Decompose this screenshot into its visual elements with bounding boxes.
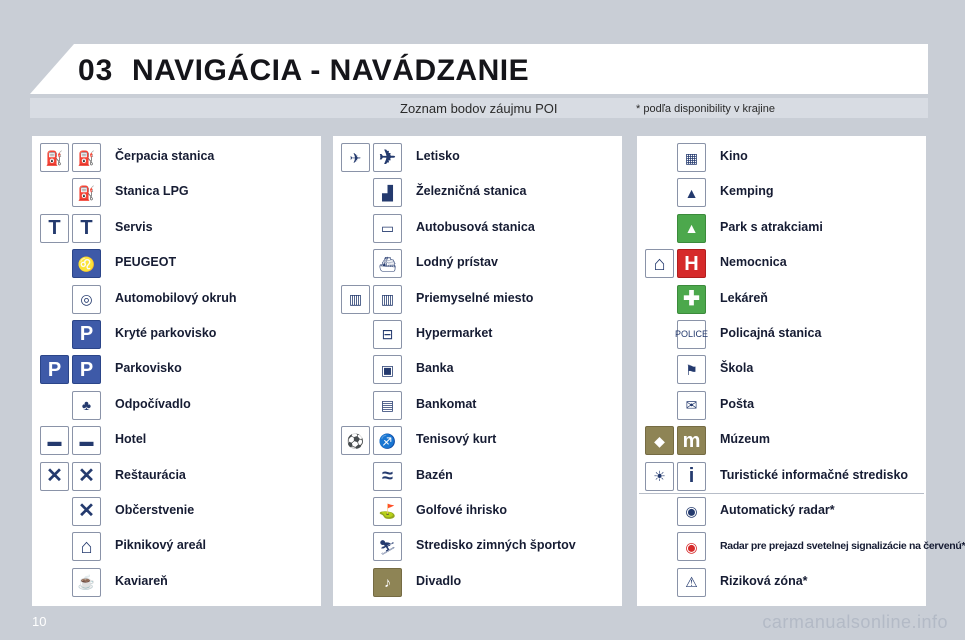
poi-item bbox=[32, 459, 321, 494]
poi-column-2 bbox=[333, 136, 622, 606]
poi-item bbox=[637, 175, 926, 210]
tent-icon: ▲ bbox=[677, 178, 706, 207]
poi-label: Nemocnica bbox=[720, 255, 787, 270]
museum-diamond-icon: ◆ bbox=[645, 426, 674, 455]
poi-label: Lodný prístav bbox=[416, 255, 498, 270]
film-icon: ▦ bbox=[677, 143, 706, 172]
amusement-park-icon: ▲ bbox=[677, 214, 706, 243]
envelope-icon: ✉ bbox=[677, 391, 706, 420]
section-subtitle: Zoznam bodov záujmu POI bbox=[400, 101, 558, 116]
poi-label: Stanica LPG bbox=[115, 184, 189, 199]
poi-item bbox=[32, 211, 321, 246]
poi-item bbox=[32, 565, 321, 600]
wrench-icon: T bbox=[72, 214, 101, 243]
poi-label: Servis bbox=[115, 219, 153, 234]
race-track-icon: ◎ bbox=[72, 285, 101, 314]
info-beam-icon: ☀ bbox=[645, 462, 674, 491]
speed-camera-icon: ◉ bbox=[677, 497, 706, 526]
poi-item bbox=[637, 494, 926, 529]
poi-label: Hotel bbox=[115, 432, 147, 447]
fork-knife-icon: ✕ bbox=[72, 462, 101, 491]
poi-label: Kaviareň bbox=[115, 573, 168, 588]
poi-label: Bankomat bbox=[416, 396, 477, 411]
picnic-icon: ⌂ bbox=[72, 532, 101, 561]
swimmer-icon: ≈ bbox=[373, 462, 402, 491]
fuel-pump-icon: ⛽ bbox=[72, 143, 101, 172]
ship-icon: ⛴ bbox=[373, 249, 402, 278]
poi-label: Policajná stanica bbox=[720, 325, 822, 340]
poi-item bbox=[32, 175, 321, 210]
poi-label: Stredisko zimných športov bbox=[416, 538, 576, 553]
airplane-icon: ✈ bbox=[373, 143, 402, 172]
peugeot-lion-icon: ♌ bbox=[72, 249, 101, 278]
poi-item bbox=[333, 211, 622, 246]
poi-label: Múzeum bbox=[720, 432, 770, 447]
poi-item bbox=[637, 211, 926, 246]
rest-area-icon: ♣ bbox=[72, 391, 101, 420]
atm-icon: ▤ bbox=[373, 391, 402, 420]
museum-icon: m bbox=[677, 426, 706, 455]
poi-label: Reštaurácia bbox=[115, 467, 186, 482]
chapter-number: 03 bbox=[78, 54, 114, 87]
poi-item bbox=[637, 565, 926, 600]
wrench-icon: T bbox=[40, 214, 69, 243]
building-icon: ⌂ bbox=[645, 249, 674, 278]
section-divider bbox=[639, 493, 924, 494]
poi-item bbox=[32, 140, 321, 175]
poi-label: Automatický radar* bbox=[720, 502, 835, 517]
poi-item bbox=[32, 282, 321, 317]
poi-item bbox=[32, 317, 321, 352]
poi-label: Letisko bbox=[416, 149, 460, 163]
fork-knife-icon: ✕ bbox=[40, 462, 69, 491]
poi-label: Občerstvenie bbox=[115, 502, 195, 517]
poi-label: Odpočívadlo bbox=[115, 396, 191, 411]
poi-item bbox=[333, 317, 622, 352]
poi-item bbox=[637, 246, 926, 281]
poi-label: Lekáreň bbox=[720, 290, 768, 305]
poi-label: Čerpacia stanica bbox=[115, 149, 215, 163]
poi-item bbox=[333, 140, 622, 175]
poi-column-3 bbox=[637, 136, 965, 606]
poi-item bbox=[637, 317, 926, 352]
poi-item bbox=[333, 246, 622, 281]
parking-icon: P bbox=[72, 355, 101, 384]
poi-label: Park s atrakciami bbox=[720, 219, 823, 234]
bank-icon: ▣ bbox=[373, 355, 402, 384]
poi-label: PEUGEOT bbox=[115, 255, 177, 270]
poi-item bbox=[32, 529, 321, 564]
poi-label: Tenisový kurt bbox=[416, 432, 497, 447]
tennis-icon: ♐ bbox=[373, 426, 402, 455]
poi-item bbox=[333, 282, 622, 317]
poi-label: Golfové ihrisko bbox=[416, 502, 507, 517]
fuel-pump-icon: ⛽ bbox=[40, 143, 69, 172]
poi-item bbox=[637, 459, 926, 494]
poi-label: Automobilový okruh bbox=[115, 290, 237, 305]
poi-label: Kemping bbox=[720, 184, 774, 199]
poi-label: Hypermarket bbox=[416, 325, 493, 340]
poi-label: Divadlo bbox=[416, 573, 462, 588]
poi-label: Pošta bbox=[720, 396, 755, 411]
poi-item bbox=[637, 423, 926, 458]
sport-icon: ⚽ bbox=[341, 426, 370, 455]
poi-item bbox=[32, 246, 321, 281]
poi-item bbox=[32, 352, 321, 387]
poi-item bbox=[333, 175, 622, 210]
school-icon: ⚑ bbox=[677, 355, 706, 384]
poi-label: Banka bbox=[416, 361, 454, 376]
parking-icon: P bbox=[40, 355, 69, 384]
airport-signs-icon: ✈ bbox=[341, 143, 370, 172]
industrial-icon: ▥ bbox=[373, 285, 402, 314]
police-icon: POLICE bbox=[677, 320, 706, 349]
poi-column-1 bbox=[32, 136, 321, 606]
poi-item bbox=[333, 459, 622, 494]
page-title: NAVIGÁCIA - NAVÁDZANIE bbox=[132, 54, 530, 87]
pharmacy-cross-icon: ✚ bbox=[677, 285, 706, 314]
poi-label: Železničná stanica bbox=[416, 184, 527, 199]
poi-label: Kino bbox=[720, 149, 748, 163]
snack-bar-icon: ✕ bbox=[72, 497, 101, 526]
hospital-icon: H bbox=[677, 249, 706, 278]
poi-item bbox=[637, 388, 926, 423]
poi-item bbox=[32, 423, 321, 458]
availability-note: * podľa disponibility v krajine bbox=[636, 103, 775, 115]
bed-icon: ▬ bbox=[72, 426, 101, 455]
lpg-pump-icon: ⛽ bbox=[72, 178, 101, 207]
poi-item bbox=[333, 352, 622, 387]
poi-item bbox=[333, 388, 622, 423]
covered-parking-icon: P bbox=[72, 320, 101, 349]
poi-item bbox=[32, 494, 321, 529]
poi-label: Autobusová stanica bbox=[416, 219, 535, 234]
poi-label: Kryté parkovisko bbox=[115, 325, 217, 340]
warning-triangle-icon: ⚠ bbox=[677, 568, 706, 597]
poi-item bbox=[32, 388, 321, 423]
poi-item bbox=[637, 140, 926, 175]
poi-item bbox=[637, 282, 926, 317]
poi-label: Radar pre prejazd svetelnej signalizácie na červenú* bbox=[720, 540, 965, 553]
theater-icon: ♪ bbox=[373, 568, 402, 597]
poi-label: Bazén bbox=[416, 467, 453, 482]
poi-label: Turistické informačné stredisko bbox=[720, 467, 909, 482]
industrial-icon: ▥ bbox=[341, 285, 370, 314]
poi-item bbox=[637, 529, 965, 564]
poi-label: Piknikový areál bbox=[115, 538, 207, 553]
golf-icon: ⛳ bbox=[373, 497, 402, 526]
watermark: carmanualsonline.info bbox=[762, 612, 948, 632]
train-icon: ▟ bbox=[373, 178, 402, 207]
poi-label: Riziková zóna* bbox=[720, 573, 808, 588]
bus-icon: ▭ bbox=[373, 214, 402, 243]
page-number: 10 bbox=[32, 614, 47, 629]
poi-label: Parkovisko bbox=[115, 361, 182, 376]
poi-item bbox=[333, 565, 622, 600]
poi-label: Priemyselné miesto bbox=[416, 290, 534, 305]
bed-icon: ▬ bbox=[40, 426, 69, 455]
skier-icon: ⛷ bbox=[373, 532, 402, 561]
coffee-cup-icon: ☕ bbox=[72, 568, 101, 597]
poi-item bbox=[333, 494, 622, 529]
red-light-camera-icon: ◉ bbox=[677, 532, 706, 561]
poi-item bbox=[333, 529, 622, 564]
poi-label: Škola bbox=[720, 361, 754, 376]
shopping-cart-icon: ⊟ bbox=[373, 320, 402, 349]
poi-item bbox=[333, 423, 622, 458]
poi-item bbox=[637, 352, 926, 387]
info-icon: i bbox=[677, 462, 706, 491]
